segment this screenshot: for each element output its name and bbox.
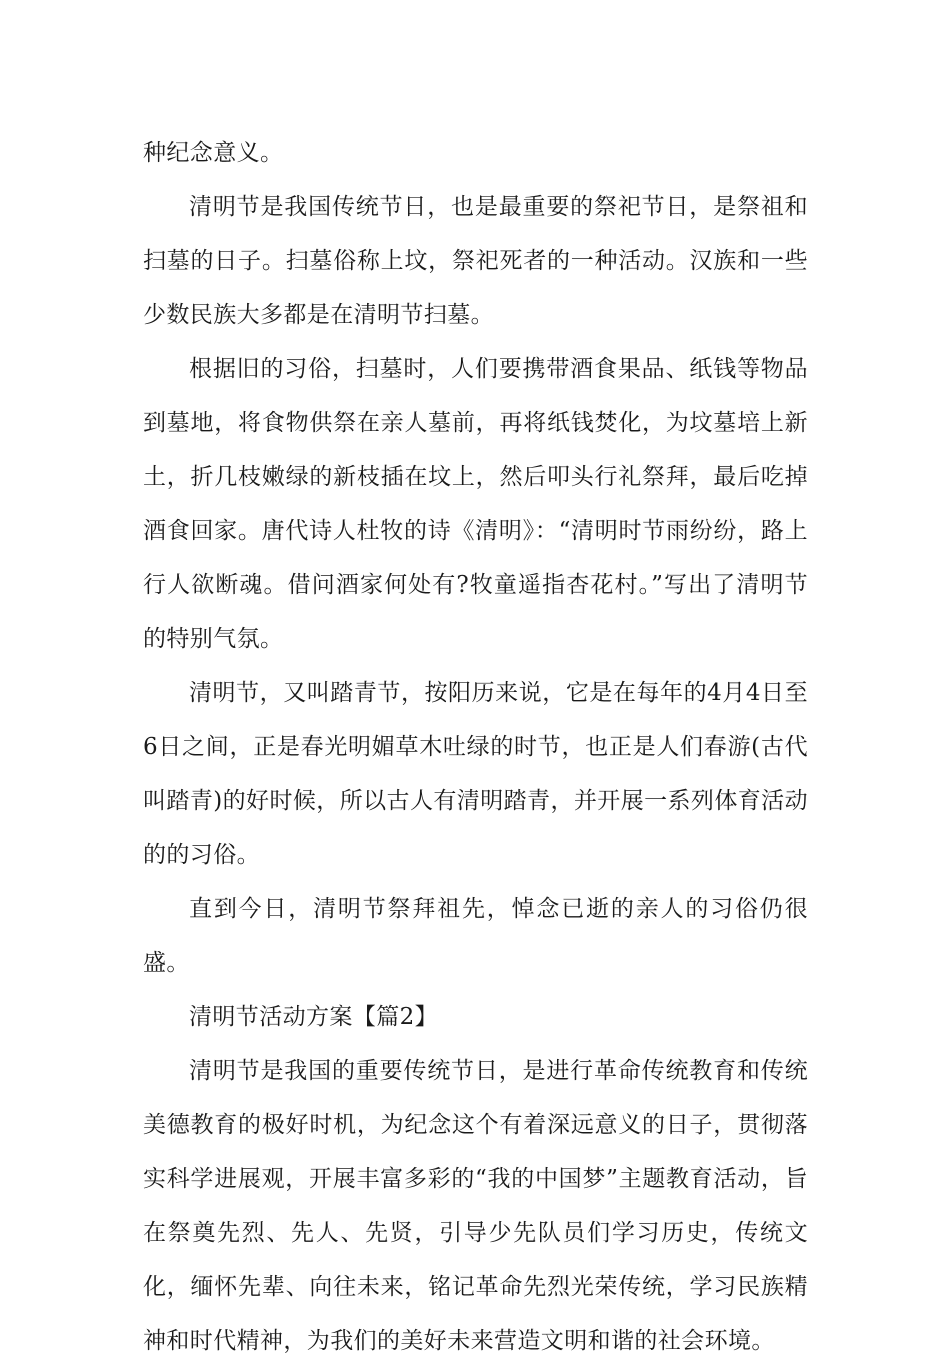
paragraph-4: 清明节，又叫踏青节，按阳历来说，它是在每年的4月4日至6日之间，正是春光明媚草木吐绿的时节，也正是人们春游(古代叫踏青)的好时候，所以古人有清明踏青，并开展一系列体育活动的的习俗。	[143, 680, 808, 868]
paragraph-1: 种纪念意义。	[143, 140, 284, 166]
document-body	[143, 126, 808, 1368]
paragraph-7: 清明节是我国的重要传统节日，是进行革命传统教育和传统美德教育的极好时机，为纪念这个有着深远意义的日子，贯彻落实科学进展观，开展丰富多彩的“我的中国梦”主题教育活动，旨在祭奠先烈、先人、先贤，引导少先队员们学习历史，传统文化，缅怀先辈、向往未来，铭记革命先烈光荣传统，学习民族精神和时代精神，为我们的美好未来营造文明和谐的社会环境。	[143, 1058, 808, 1354]
section-heading: 清明节活动方案【篇2】	[189, 1004, 439, 1030]
paragraph-2: 清明节是我国传统节日，也是最重要的祭祀节日，是祭祖和扫墓的日子。扫墓俗称上坟，祭祀死者的一种活动。汉族和一些少数民族大多都是在清明节扫墓。	[143, 194, 808, 328]
paragraph-3: 根据旧的习俗，扫墓时，人们要携带酒食果品、纸钱等物品到墓地，将食物供祭在亲人墓前，再将纸钱焚化，为坟墓培上新土，折几枝嫩绿的新枝插在坟上，然后叩头行礼祭拜，最后吃掉酒食回家。唐代诗人杜牧的诗《清明》：“清明时节雨纷纷，路上行人欲断魂。借问酒家何处有?牧童遥指杏花村。”写出了清明节的特别气氛。	[143, 356, 808, 652]
paragraph-5: 直到今日，清明节祭拜祖先，悼念已逝的亲人的习俗仍很盛。	[143, 896, 808, 976]
